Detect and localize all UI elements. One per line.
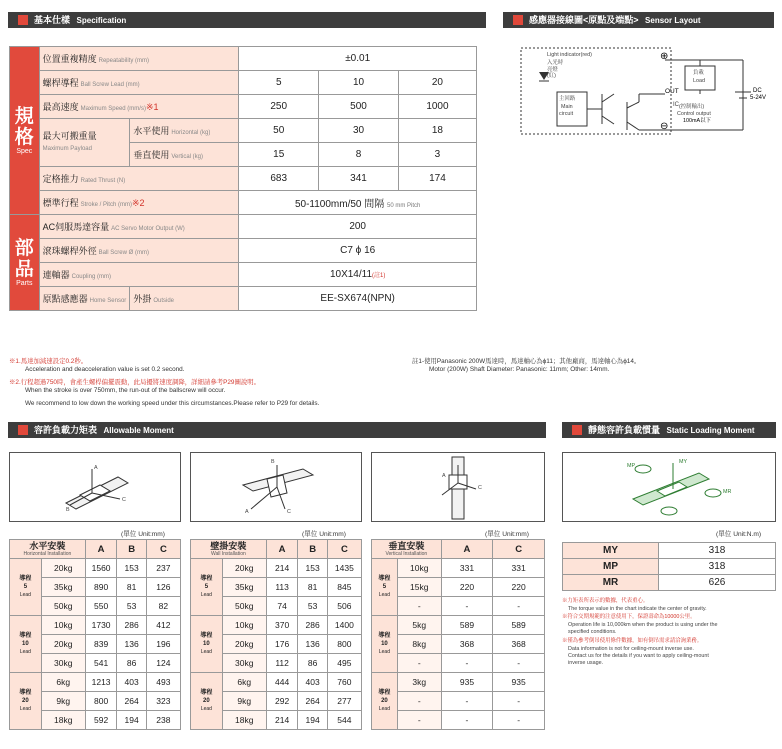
moment-value: 136 — [298, 635, 327, 654]
lead-zh: 導程 — [19, 690, 32, 696]
moment-value: - — [441, 654, 493, 673]
table-row — [10, 559, 181, 578]
table-row — [372, 635, 545, 654]
moment-value: 220 — [441, 578, 493, 597]
lead-zh: 導程 — [200, 633, 213, 639]
load-cell: - — [397, 654, 441, 673]
moment-value: 82 — [146, 597, 180, 616]
static-value: 318 — [659, 559, 776, 575]
lead-value: 10 — [22, 641, 29, 647]
table-row — [563, 543, 776, 559]
lead-value: 20 — [203, 698, 210, 704]
moment-value: 403 — [117, 673, 146, 692]
moment-value: 264 — [298, 692, 327, 711]
moment-value: 153 — [117, 559, 146, 578]
table-row — [10, 616, 181, 635]
lead-cell — [10, 673, 42, 730]
moment-value: - — [441, 711, 493, 730]
moment-value: - — [493, 597, 545, 616]
moment-value: 495 — [327, 654, 361, 673]
moment-value: 845 — [327, 578, 361, 597]
moment-value: 286 — [117, 616, 146, 635]
moment-value: 113 — [266, 578, 298, 597]
section-marker-icon — [18, 15, 28, 25]
moment-value: 1560 — [85, 559, 117, 578]
load-cell: 10kg — [397, 559, 441, 578]
load-cell: 50kg — [41, 597, 85, 616]
lead-cell — [372, 673, 398, 730]
static-moment-diagram — [562, 452, 776, 522]
mr-rotation-icon: MR — [723, 489, 732, 495]
lead-en: Lead — [378, 592, 390, 598]
moment-value: 444 — [266, 673, 298, 692]
moment-value: 1435 — [327, 559, 361, 578]
moment-value: 124 — [146, 654, 180, 673]
table-row — [191, 673, 362, 692]
static-key: MP — [563, 559, 659, 575]
moment-value: 194 — [117, 711, 146, 730]
lead-en: Lead — [19, 706, 31, 712]
moment-value: - — [493, 711, 545, 730]
moment-section-header: 容許負載力矩表 Allowable Moment — [8, 422, 546, 438]
moment-value: - — [441, 692, 493, 711]
spec-table — [9, 46, 477, 311]
moment-value: 277 — [327, 692, 361, 711]
load-cell: - — [397, 597, 441, 616]
load-cell: 6kg — [41, 673, 85, 692]
moment-value: 220 — [493, 578, 545, 597]
moment-value: 74 — [266, 597, 298, 616]
load-cell: 10kg — [222, 616, 266, 635]
moment-value: 136 — [117, 635, 146, 654]
table-row — [563, 559, 776, 575]
load-cell: 6kg — [222, 673, 266, 692]
moment-value: 370 — [266, 616, 298, 635]
unit-label-wall: (單位 Unit:mm) — [302, 531, 346, 538]
table-row — [191, 616, 362, 635]
load-cell: 20kg — [41, 635, 85, 654]
moment-value: 589 — [441, 616, 493, 635]
table-header-row: 垂直安裝 Vertical Installation A C — [372, 540, 545, 559]
static-section-header: 靜態容許負載慣量 Static Loading Moment — [562, 422, 776, 438]
note-1-en: Acceleration and deacceleration value is set 0.2 second. — [25, 366, 185, 373]
footnote-1-zh: 註1-使用Panasonic 200W馬達時，馬達軸心為ϕ11；其他廠商，馬達軸心為ϕ14。 — [412, 358, 641, 365]
spec-header-en: Specification — [76, 16, 127, 25]
moment-table-horizontal — [9, 539, 181, 730]
spec-row-stroke: 標準行程 Stroke / Pitch (mm)※2 50-1100mm/50 間隔 50 mm Pitch — [10, 191, 477, 215]
moment-value: - — [493, 654, 545, 673]
static-value: 626 — [659, 575, 776, 591]
table-row — [372, 692, 545, 711]
lead-value: 10 — [203, 641, 210, 647]
load-cell: 35kg — [41, 578, 85, 597]
parts-row-coupling: 連軸器 Coupling (mm) 10X14/11(註1) — [10, 263, 477, 287]
table-row — [372, 673, 545, 692]
moment-value: 323 — [146, 692, 180, 711]
moment-value: 760 — [327, 673, 361, 692]
moment-value: 506 — [327, 597, 361, 616]
load-cell: 5kg — [397, 616, 441, 635]
moment-value: 194 — [298, 711, 327, 730]
load-cell: 50kg — [222, 597, 266, 616]
load-cell: 30kg — [222, 654, 266, 673]
lead-en: Lead — [200, 706, 212, 712]
table-row — [10, 673, 181, 692]
moment-table-vertical — [371, 539, 545, 730]
lead-en: Lead — [200, 592, 212, 598]
parts-row-screw: 滾珠螺桿外徑 Ball Screw Ø (mm) C7 ϕ 16 — [10, 239, 477, 263]
moment-value: 53 — [117, 597, 146, 616]
moment-value: 196 — [146, 635, 180, 654]
lead-en: Lead — [200, 649, 212, 655]
moment-value: 126 — [146, 578, 180, 597]
moment-value: 839 — [85, 635, 117, 654]
spec-row-payload-v: 垂直使用 Vertical (kg) 15 8 3 — [10, 143, 477, 167]
load-cell: 8kg — [397, 635, 441, 654]
moment-value: 292 — [266, 692, 298, 711]
moment-value: 403 — [298, 673, 327, 692]
unit-label-vertical: (單位 Unit:mm) — [485, 531, 529, 538]
moment-value: 81 — [117, 578, 146, 597]
sensor-wiring-diagram: Light indicator(red) 入光時亮燈(紅) 主回路 Main circuit 負載 Load OUT IC (控制輸出) Control output 100mA以下 DC 5-24V ⊕ ⊖ — [517, 44, 767, 148]
moment-value: 592 — [85, 711, 117, 730]
moment-value: 368 — [493, 635, 545, 654]
moment-value: 800 — [327, 635, 361, 654]
table-row — [372, 597, 545, 616]
moment-value: 550 — [85, 597, 117, 616]
load-cell: 9kg — [222, 692, 266, 711]
static-value: 318 — [659, 543, 776, 559]
note-2-en1: When the stroke is over 750mm, the run-out of the ballscrew will occur. — [25, 387, 226, 394]
parts-row-motor: 部 品 Parts AC伺服馬達容量 AC Servo Motor Output (W) 200 — [10, 215, 477, 239]
section-marker-icon — [513, 15, 523, 25]
static-key: MY — [563, 543, 659, 559]
moment-value: 1400 — [327, 616, 361, 635]
table-row — [372, 559, 545, 578]
moment-value: 493 — [146, 673, 180, 692]
moment-value: 331 — [441, 559, 493, 578]
lead-en: Lead — [378, 706, 390, 712]
lead-cell — [372, 616, 398, 673]
unit-label-horizontal: (單位 Unit:mm) — [121, 531, 165, 538]
parts-row-sensor: 原點感應器 Home Sensor 外掛 Outside EE-SX674(NPN) — [10, 287, 477, 311]
spec-row-repeat: 規 格 Spec 位置重複精度 Repeatability (mm) ±0.01 — [10, 47, 477, 71]
moment-value: 238 — [146, 711, 180, 730]
load-cell: 18kg — [41, 711, 85, 730]
load-cell: 20kg — [222, 635, 266, 654]
minus-terminal-icon: ⊖ — [660, 121, 669, 132]
moment-value: 237 — [146, 559, 180, 578]
lead-value: 10 — [381, 641, 388, 647]
moment-value: 412 — [146, 616, 180, 635]
lead-zh: 導程 — [378, 633, 391, 639]
moment-value: 935 — [441, 673, 493, 692]
note-2-en2: We recommend to low down the working speed under this circumstances.Please refer to P29 for details. — [25, 400, 320, 407]
note-1-zh: ※1.馬達加減速設定0.2秒。 — [9, 358, 88, 365]
lead-en: Lead — [19, 649, 31, 655]
table-header-row: 壁掛安裝 Wall Installation A B C — [191, 540, 362, 559]
moment-value: 331 — [493, 559, 545, 578]
moment-value: 541 — [85, 654, 117, 673]
spec-row-payload-h: 最大可搬重量 Maximum Payload 水平使用 Horizontal (kg) 50 30 18 — [10, 119, 477, 143]
moment-value: 214 — [266, 711, 298, 730]
moment-value: 368 — [441, 635, 493, 654]
moment-value: - — [441, 597, 493, 616]
lead-zh: 導程 — [378, 690, 391, 696]
moment-value: 589 — [493, 616, 545, 635]
plus-terminal-icon: ⊕ — [660, 51, 669, 62]
moment-value: 935 — [493, 673, 545, 692]
static-key: MR — [563, 575, 659, 591]
load-cell: - — [397, 692, 441, 711]
spec-side-label: 規 格 Spec — [10, 47, 40, 215]
lead-zh: 導程 — [200, 690, 213, 696]
lead-value: 20 — [22, 698, 29, 704]
lead-cell — [191, 673, 223, 730]
moment-value: 286 — [298, 616, 327, 635]
moment-value: 53 — [298, 597, 327, 616]
table-row — [191, 559, 362, 578]
load-cell: 10kg — [41, 616, 85, 635]
table-row — [563, 575, 776, 591]
load-cell: 35kg — [222, 578, 266, 597]
spec-section-header — [8, 12, 486, 28]
lead-value: 20 — [381, 698, 388, 704]
footnote-1-en: Motor (200W) Shaft Diameter: Panasonic: 11mm; Other: 14mm. — [429, 366, 610, 373]
lead-cell — [10, 616, 42, 673]
lead-zh: 導程 — [19, 633, 32, 639]
unit-label-static: (單位 Unit:N.m) — [716, 531, 762, 538]
lead-value: 5 — [23, 584, 28, 590]
table-row — [372, 711, 545, 730]
lead-cell — [372, 559, 398, 616]
load-cell: 3kg — [397, 673, 441, 692]
lead-zh: 導程 — [19, 576, 32, 582]
moment-value: 86 — [298, 654, 327, 673]
moment-value: 544 — [327, 711, 361, 730]
table-header-row: 水平安裝 Horizontal Installation A B C — [10, 540, 181, 559]
static-moment-table — [562, 542, 776, 591]
repeat-value: ±0.01 — [239, 47, 477, 71]
note-2-zh: ※2.行程超過750時，會產生螺桿偏擺震動，此局擾將速度調降，詳細請參考P29圖說明。 — [9, 379, 261, 386]
moment-value: 264 — [117, 692, 146, 711]
spec-row-thrust: 定格推力 Rated Thrust (N) 683 341 174 — [10, 167, 477, 191]
section-marker-icon — [572, 425, 582, 435]
moment-value: 176 — [266, 635, 298, 654]
light-indicator-label: Light indicator(red) — [547, 52, 592, 58]
moment-value: 112 — [266, 654, 298, 673]
lead-en: Lead — [19, 592, 31, 598]
load-cell: 15kg — [397, 578, 441, 597]
wall-installation-diagram: A B C — [190, 452, 362, 522]
table-row — [372, 578, 545, 597]
lead-cell — [10, 559, 42, 616]
lead-zh: 導程 — [378, 576, 391, 582]
table-row — [372, 654, 545, 673]
moment-value: 890 — [85, 578, 117, 597]
moment-value: 1213 — [85, 673, 117, 692]
sensor-section-header: 感應器接線圖<原點及端點> Sensor Layout — [503, 12, 774, 28]
moment-value: 1730 — [85, 616, 117, 635]
lead-cell — [191, 616, 223, 673]
moment-value: 81 — [298, 578, 327, 597]
spec-header-zh: 基本仕樣 — [34, 15, 71, 25]
load-cell: 20kg — [41, 559, 85, 578]
moment-value: - — [493, 692, 545, 711]
load-cell: 20kg — [222, 559, 266, 578]
moment-table-wall — [190, 539, 362, 730]
load-cell: 18kg — [222, 711, 266, 730]
horizontal-installation-diagram: A B C — [9, 452, 181, 522]
moment-value: 86 — [117, 654, 146, 673]
spec-row-lead: 螺桿導程 Ball Screw Lead (mm) 5 10 20 — [10, 71, 477, 95]
load-cell: - — [397, 711, 441, 730]
lead-value: 5 — [204, 584, 209, 590]
mp-rotation-icon: MP — [627, 463, 636, 469]
vertical-installation-diagram: A C — [371, 452, 545, 522]
parts-side-label: 部 品 Parts — [10, 215, 40, 311]
lead-en: Lead — [378, 649, 390, 655]
lead-zh: 導程 — [200, 576, 213, 582]
load-cell: 9kg — [41, 692, 85, 711]
my-rotation-icon: MY — [679, 459, 688, 465]
section-marker-icon — [18, 425, 28, 435]
table-row — [372, 616, 545, 635]
load-cell: 30kg — [41, 654, 85, 673]
moment-value: 800 — [85, 692, 117, 711]
spec-row-speed: 最高速度 Maximum Speed (mm/s)※1 250 500 1000 — [10, 95, 477, 119]
lead-value: 5 — [382, 584, 387, 590]
moment-value: 153 — [298, 559, 327, 578]
lead-cell — [191, 559, 223, 616]
moment-value: 214 — [266, 559, 298, 578]
